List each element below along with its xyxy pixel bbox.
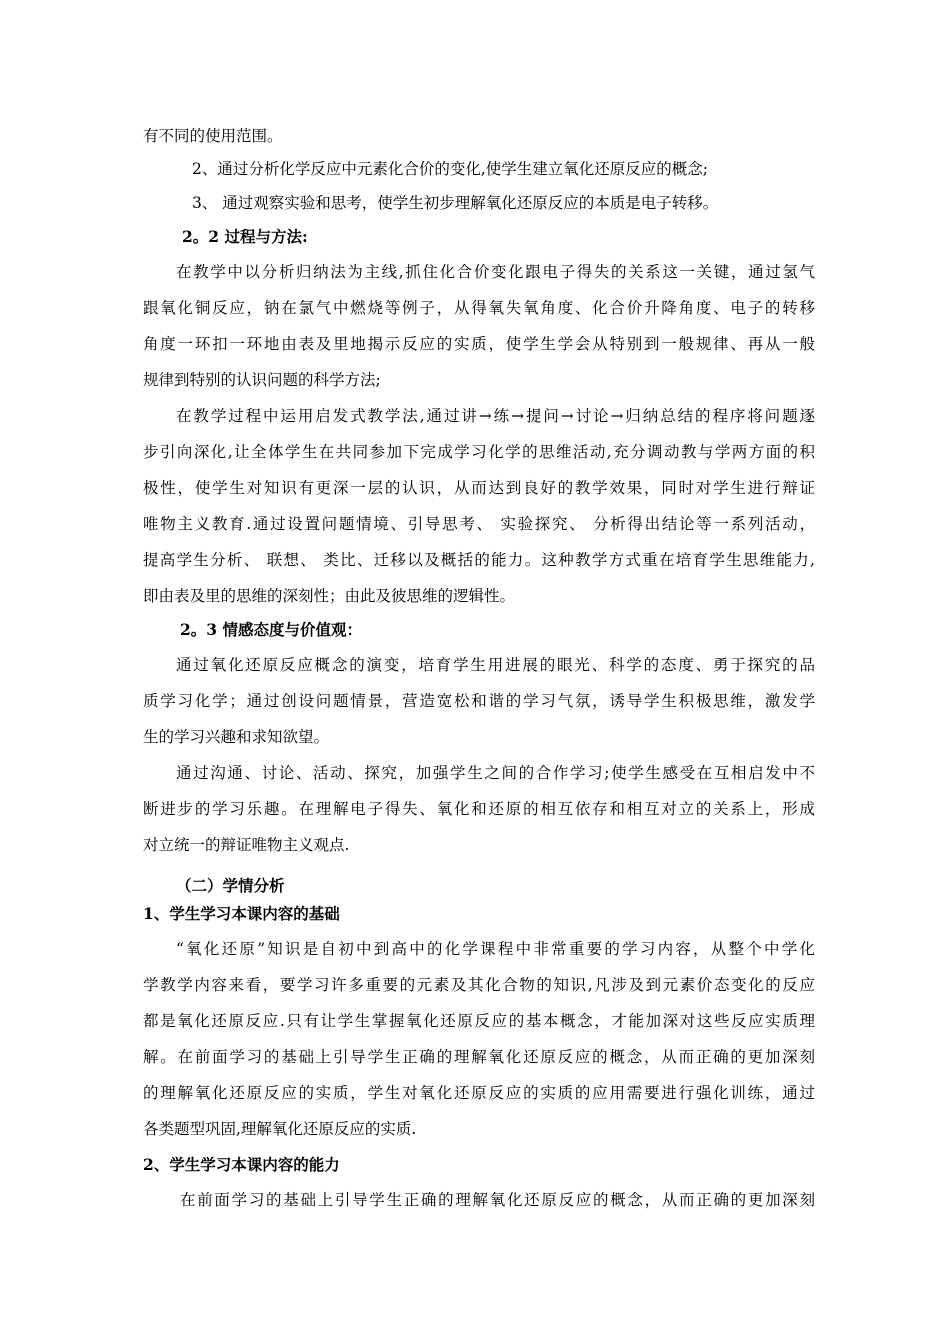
paragraph-line: 跟氧化铜反应，钠在氯气中燃烧等例子，从得氧失氧角度、化合价升降角度、电子的转移 [143, 299, 815, 317]
paragraph-line: 规律到特别的认识问题的科学方法; [143, 371, 381, 389]
paragraph-line: 步引向深化,让全体学生在共同参加下完成学习化学的思维活动,充分调动教与学两方面的积 [143, 443, 815, 461]
paragraph-line: 对立统一的辩证唯物主义观点. [143, 836, 350, 854]
paragraph-line: 在教学过程中运用启发式教学法,通过讲→练→提问→讨论→归纳总结的程序将问题逐 [176, 407, 815, 425]
paragraph-line: 生的学习兴趣和求知欲望。 [143, 728, 330, 746]
section-heading-learner-analysis: （二）学情分析 [176, 876, 285, 895]
paragraph-line: 都是氧化还原反应.只有让学生掌握氧化还原反应的基本概念，才能加深对这些反应实质理 [143, 1012, 815, 1030]
paragraph-line: 角度一环扣一环地由表及里地揭示反应的实质，使学生学会从特别到一般规律、再从一般 [143, 335, 815, 353]
subsection-heading-learning-ability: 2、学生学习本课内容的能力 [143, 1155, 340, 1174]
section-heading-attitude-values: 2。3 情感态度与价值观： [180, 620, 362, 639]
paragraph-line: 断进步的学习乐趣。在理解电子得失、氧化和还原的相互依存和相互对立的关系上，形成 [143, 800, 815, 818]
paragraph-line: 通过氧化还原反应概念的演变，培育学生用进展的眼光、科学的态度、勇于探究的品 [176, 656, 815, 674]
paragraph-line: 的理解氧化还原反应的实质，学生对氧化还原反应的实质的应用需要进行强化训练，通过 [143, 1084, 815, 1102]
paragraph-line: 在教学中以分析归纳法为主线,抓住化合价变化跟电子得失的关系这一关键，通过氢气 [176, 263, 815, 281]
objective-item-2: 2、通过分析化学反应中元素化合价的变化,使学生建立氧化还原反应的概念; [192, 160, 709, 178]
paragraph-line: 有不同的使用范围。 [143, 127, 283, 145]
objective-item-3: 3、 通过观察实验和思考，使学生初步理解氧化还原反应的本质是电子转移。 [192, 194, 719, 212]
paragraph-line: “氧化还原”知识是自初中到高中的化学课程中非常重要的学习内容，从整个中学化 [176, 940, 815, 958]
paragraph-line: 唯物主义教育.通过设置问题情境、引导思考、 实验探究、 分析得出结论等一系列活动， [143, 515, 815, 533]
paragraph-line: 各类题型巩固,理解氧化还原反应的实质. [143, 1120, 417, 1138]
paragraph-line: 学教学内容来看，要学习许多重要的元素及其化合物的知识,凡涉及到元素价态变化的反应 [143, 976, 815, 994]
section-heading-process-method: 2。2 过程与方法: [182, 227, 308, 246]
paragraph-line: 提高学生分析、 联想、 类比、迁移以及概括的能力。这种教学方式重在培育学生思维能力, [143, 551, 815, 569]
paragraph-line: 极性，使学生对知识有更深一层的认识，从而达到良好的教学效果，同时对学生进行辩证 [143, 479, 815, 497]
paragraph-line: 解。在前面学习的基础上引导学生正确的理解氧化还原反应的概念，从而正确的更加深刻 [143, 1048, 815, 1066]
subsection-heading-learning-foundation: 1、学生学习本课内容的基础 [143, 904, 340, 923]
paragraph-line: 在前面学习的基础上引导学生正确的理解氧化还原反应的概念，从而正确的更加深刻 [180, 1191, 815, 1209]
paragraph-line: 通过沟通、讨论、活动、探究，加强学生之间的合作学习;使学生感受在互相启发中不 [176, 764, 815, 782]
paragraph-line: 质学习化学；通过创设问题情景，营造宽松和谐的学习气氛，诱导学生积极思维，激发学 [143, 692, 815, 710]
paragraph-line: 即由表及里的思维的深刻性；由此及彼思维的逻辑性。 [143, 587, 516, 605]
